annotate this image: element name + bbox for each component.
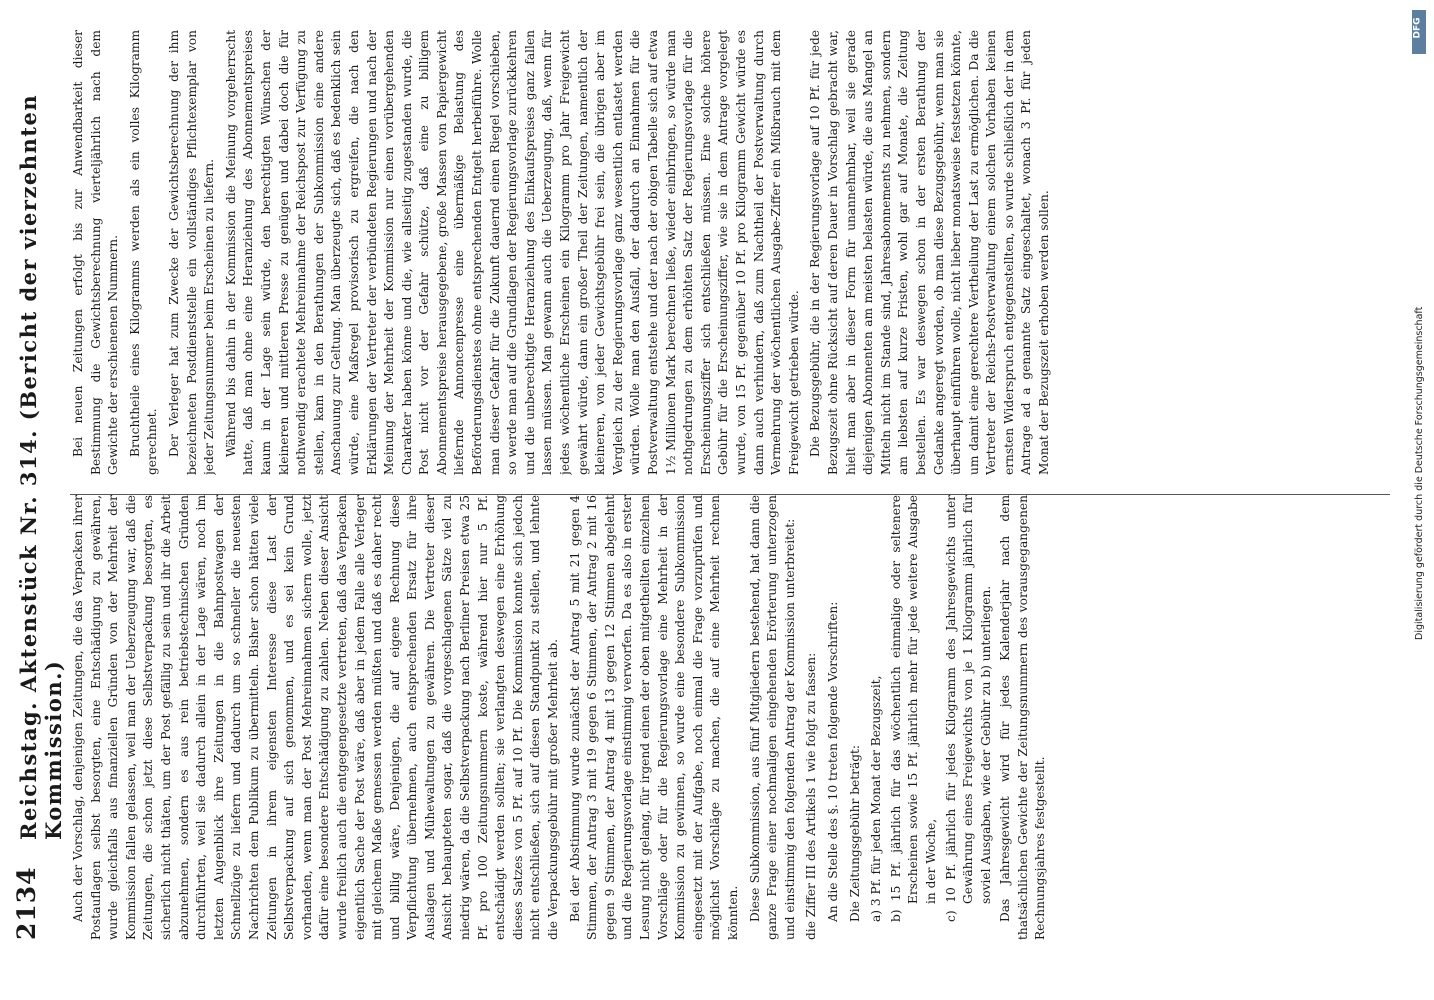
paragraph: die Ziffer III des Artikels 1 wie folgt zu fassen:: [804, 652, 819, 940]
paragraph: Während bis dahin in der Kommission die Meinung vorgeherrscht hatte, daß man ohne eine Heranziehung des Abonnementspreises kaum in der Lage sein würde, den berechtigten Wünschen der kleineren und mittleren Presse zu genügen und dabei doch die für nothwendig erachtete Mehreinnahme der Reichspost zur Verfügung zu stellen, kam in den Berathungen der Subkommission eine andere Anschauung zur Geltung. Man überzeugte sich, daß es bedenklich sein würde, eine Maßregel provisorisch zu ergreifen, die nach den Erklärungen der Vertreter der verbündeten Regierungen und nach der Meinung der Mehrheit der Kommission nur einen vorübergehenden Charakter haben könne und die, wie allseitig zugestanden wurde, die Post nicht vor der Gefahr schütze, daß eine zu billigem Abonnementspreise herausgegebene, große Massen von Papiergewicht liefernde Annoncenpresse eine übermäßige Belastung des Beförderungsdienstes ohne entsprechenden Entgelt herbeiführe. Wolle man dieser Gefahr für die Zukunft dauernd einen Riegel vorschieben, so werde man auf die Grundlagen der Regierungsvorlage zurückkehren und die unberechtigte Heranziehung des Einkaufspreises ganz fallen lassen müssen. Man gewann auch die Ueberzeugung, daß, wenn für jedes wöchentliche Erscheinen ein Kilogramm pro Jahr Freigewicht gewährt würde, dann ein großer Theil der Zeitungen, namentlich der kleineren, von jeder Gewichtsgebühr frei sein, die übrigen aber im Vergleich zu der Regierungsvorlage ganz wesentlich entlastet werden würden. Wolle man den Ausfall, der dadurch an Einnahmen für die Postverwaltung entstehe und der nach der obigen Tabelle sich auf etwa 1½ Millionen Mark berechnen ließe, wieder einbringen, so würde man nothgedrungen zu dem erhöhten Satz der Regierungsvorlage für die Erscheinungsziffer sich entschließen müssen. Eine solche höhere Gebühr für die Erscheinungsziffer, wie sie in dem Antrage vorgelegt wurde, von 15 Pf. gegenüber 10 Pf. pro Kilogramm Gewicht würde es dann auch verhindern, daß zum Nachtheil der Postverwaltung durch Vermehrung der wöchentlichen Ausgabe-Ziffer ein Mißbrauch mit dem Freigewicht getrieben würde.: [223, 30, 801, 475]
paragraph: Bei der Abstimmung wurde zunächst der Antrag 5 mit 21 gegen 4 Stimmen, der Antrag 3 mit 19 gegen 6 Stimmen, der Antrag 2 mit 16 gegen 9 Stimmen, der Antrag 4 mit 13 gegen 12 Stimmen abgelehnt und die Regierungsvorlage einstimmig verworfen. Da es also in erster Lesung nicht gelang, für irgend einen der oben mitgetheilten einzelnen Vorschläge oder für die Regierungsvorlage eine Mehrheit in der Kommission zu gewinnen, so wurde eine besondere Subkommission eingesetzt mit der Aufgabe, noch einmal die Frage vorzuprüfen und möglichst Vorschläge zu machen, die auf eine Mehrheit rechnen könnten.: [567, 495, 740, 940]
page-header: [0, 0, 66, 1000]
page-title: Reichstag. Aktenstück Nr. 314. (Bericht der vierzehnten Kommission.): [16, 93, 66, 840]
paragraph: Diese Subkommission, aus fünf Mitgliedern bestehend, hat dann die ganze Frage einer nochmaligen eingehenden Erörterung unterzogen und einstimmig den folgenden Antrag der Kommission unterbreitet:: [747, 495, 797, 940]
right-column: [70, 30, 1400, 475]
paragraph: Die Zeitungsgebühr beträgt:: [847, 744, 862, 922]
paragraph: An die Stelle des §. 10 treten folgende Vorschriften:: [825, 601, 840, 922]
page-number: 2134: [12, 866, 41, 940]
paragraph: Die Bezugsgebühr, die in der Regierungsvorlage auf 10 Pf. für jede Bezugszeit ohne Rücksicht auf deren Dauer in Vorschlag gebracht war, hielt man aber in dieser Form für unannehmbar, weil sie gerade diejenigen Abonnenten am meisten belasten würde, die aus Mangel an Mitteln nicht im Stande sind, Jahresabonnements zu nehmen, sondern am liebsten auf kurze Fristen, wohl gar auf Monate, die Zeitung bestellen. Es war deswegen schon in der ersten Berathung der Gedanke angeregt worden, ob man diese Bezugsgebühr, wenn man sie überhaupt einführen wolle, nicht lieber monatsweise festsetzen könnte, um damit eine gerechtere Vertheilung der Last zu ermöglichen. Da die Vertreter der Reichs-Postverwaltung einem solchen Vorhaben keinen ernsten Widerspruch entgegenstellten, so wurde schließlich der in dem Antrage ad a genannte Satz eingeschaltet, wonach 3 Pf. für jeden Monat der Bezugszeit erhoben werden sollen.: [808, 30, 1052, 475]
dfg-credit: Digitalisierung gefördert durch die Deutsche Forschungsgemeinschaft: [1414, 306, 1425, 640]
dfg-logo: DFG: [1412, 10, 1426, 54]
list-item: a) 3 Pf. für jeden Monat der Bezugszeit,: [869, 675, 884, 922]
dfg-sidebar: [1406, 0, 1434, 1000]
list-item: c) 10 Pf. jährlich für jedes Kilogramm des Jahresgewichts unter Gewährung eines Freigewichts von je 1 Kilogramm jährlich für soviel Ausgaben, wie der Gebühr zu b) unterliegen.: [943, 495, 993, 922]
column-divider: [70, 494, 1390, 495]
paragraph: Der Verleger hat zum Zwecke der Gewichtsberechnung der ihm bezeichneten Postdienststelle ein vollständiges Pflichtexemplar von jeder Zeitungsnummer beim Erscheinen zu liefern.: [166, 30, 217, 475]
paragraph: Bruchtheile eines Kilogramms werden als ein volles Kilogramm gerechnet.: [127, 30, 160, 475]
left-column: [70, 495, 1400, 940]
paragraph: Das Jahresgewicht wird für jedes Kalenderjahr nach dem thatsächlichen Gewichte der Zeitungsnummern des vorausgegangenen Rechnungsjahres festgestellt.: [998, 495, 1048, 940]
paragraph: Auch der Vorschlag, denjenigen Zeitungen, die das Verpacken ihrer Postauflagen selbst besorgten, eine Entschädigung zu gewähren, wurde gleichfalls aus finanziellen Gründen von der Mehrheit der Kommission fallen gelassen, weil man der Ueberzeugung war, daß die Zeitungen, die schon jetzt diese Selbstverpackung besorgten, es sicherlich nicht thäten, um der Post gefällig zu sein und ihr die Arbeit abzunehmen, sondern es aus rein betriebstechnischen Gründen durchführten, weil sie dadurch allein in der Lage wären, noch im letzten Augenblick ihre Zeitungen in die Bahnpostwagen der Schnellzüge zu liefern und dadurch um so schneller die neuesten Nachrichten dem Publikum zu übermitteln. Bisher schon hätten viele Zeitungen in ihrem eigensten Interesse diese Last der Selbstverpackung auf sich genommen, und es sei kein Grund vorhanden, wenn man der Post Mehreinnahmen sichern wolle, jetzt dafür eine besondere Entschädigung zu zahlen. Neben dieser Ansicht wurde freilich auch die entgegengesetzte vertreten, daß das Verpacken eigentlich Sache der Post wäre, daß aber in jedem Falle alle Verleger mit gleichem Maße gemessen werden müßten und daß es daher recht und billig wäre, Denjenigen, die auf eigene Rechnung diese Verpflichtung übernehmen, auch entsprechenden Ersatz für ihre Auslagen und Mühewaltungen zu gewähren. Die Vertreter dieser Ansicht behaupteten sogar, daß die vorgeschlagenen Sätze viel zu niedrig wären, da die Selbstverpackung nach Berliner Preisen etwa 25 Pf. pro 100 Zeitungsnummern koste, während hier nur 5 Pf. entschädigt werden sollten; sie verlangten deswegen eine Erhöhung dieses Satzes von 5 Pf. auf 10 Pf. Die Kommission konnte sich jedoch nicht entschließen, sich auf diesen Standpunkt zu stellen, und lehnte die Verpackungsgebühr mit großer Mehrheit ab.: [71, 495, 561, 940]
list-item: b) 15 Pf. jährlich für das wöchentlich einmalige oder seltenere Erscheinen sowie 15 Pf. jährlich mehr für jede weitere Ausgabe in der Woche,: [888, 495, 938, 922]
paragraph: Bei neuen Zeitungen erfolgt bis zur Anwendbarkeit dieser Bestimmung die Gewichtsberechnung vierteljährlich nach dem Gewichte der erschienenen Nummern.: [71, 30, 121, 475]
